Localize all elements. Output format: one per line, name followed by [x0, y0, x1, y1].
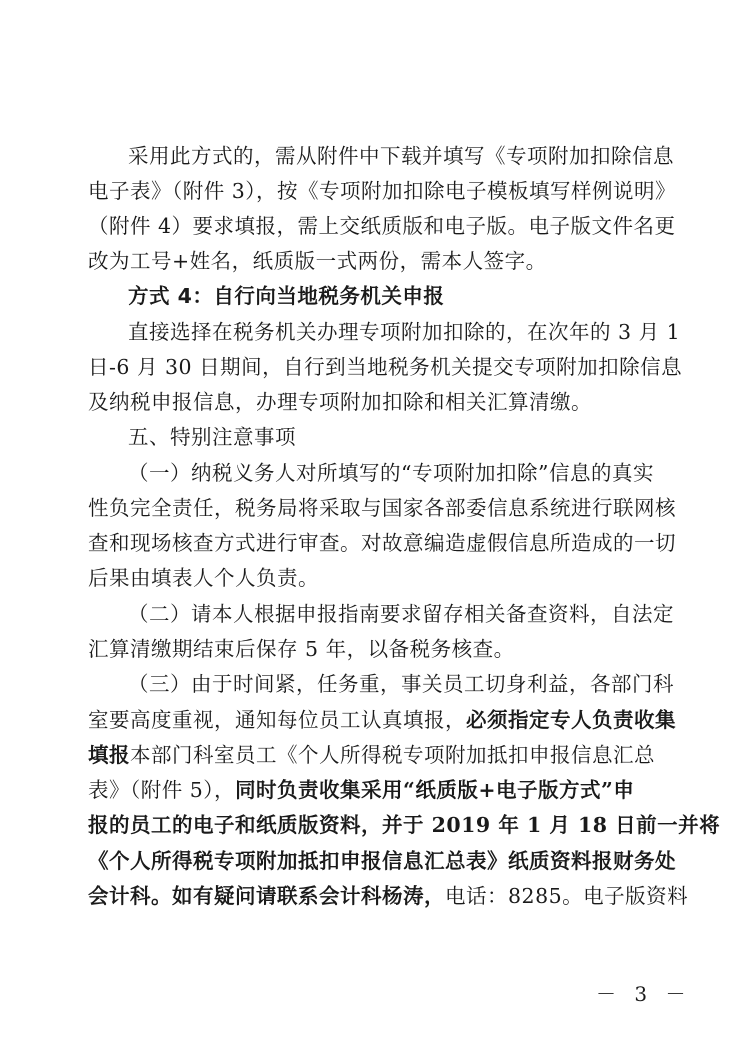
paragraph-line	[88, 706, 676, 734]
paragraph-line: 直接选择在税务机关办理专项附加扣除的，在次年的 3 月 1	[128, 320, 681, 344]
section-title: 五、特别注意事项	[128, 425, 296, 449]
paragraph-line: 改为工号+姓名，纸质版一式两份，需本人签字。	[88, 249, 547, 273]
paragraph-line	[88, 776, 664, 804]
paragraph-line: 性负完全责任，税务局将采取与国家各部委信息系统进行联网核	[88, 496, 676, 520]
text-run: 表》（附件 5），	[88, 778, 236, 802]
paragraph-line: 日-6 月 30 日期间，自行到当地税务机关提交专项附加扣除信息	[88, 355, 683, 379]
paragraph-line: 报的员工的电子和纸质版资料，并于 2019 年 1 月 18 日前一并将	[88, 813, 721, 837]
emphasis-text: 会计科。如有疑问请联系会计科杨涛，	[88, 884, 445, 908]
paragraph-line: 查和现场核查方式进行审查。对故意编造虚假信息所造成的一切	[88, 531, 676, 555]
paragraph-line: （三）由于时间紧，任务重，事关员工切身利益，各部门科	[128, 672, 674, 696]
paragraph-line	[88, 741, 664, 769]
paragraph-line: 《个人所得税专项附加抵扣申报信息汇总表》纸质资料报财务处	[88, 849, 676, 873]
paragraph-line: （一）纳税义务人对所填写的“专项附加扣除”信息的真实	[128, 461, 654, 485]
section-heading: 方式 4：自行向当地税务机关申报	[128, 284, 445, 308]
text-run: 电话：8285。电子版资料	[445, 884, 689, 908]
paragraph-line: （附件 4）要求填报，需上交纸质版和电子版。电子版文件名更	[88, 214, 676, 238]
paragraph-line: 汇算清缴期结束后保存 5 年，以备税务核查。	[88, 637, 515, 661]
paragraph-line: 后果由填表人个人负责。	[88, 566, 319, 590]
paragraph-line: 及纳税申报信息，办理专项附加扣除和相关汇算清缴。	[88, 390, 592, 414]
emphasis-text: 填报	[88, 743, 130, 767]
paragraph-line: 电子表》（附件 3），按《专项附加扣除电子模板填写样例说明》	[88, 179, 677, 203]
paragraph-line: 采用此方式的，需从附件中下载并填写《专项附加扣除信息	[128, 144, 674, 168]
emphasis-text: 必须指定专人负责收集	[466, 708, 676, 732]
text-run: 室要高度重视，通知每位员工认真填报，	[88, 708, 466, 732]
paragraph-line: （二）请本人根据申报指南要求留存相关备查资料，自法定	[128, 602, 674, 626]
paragraph-line	[88, 882, 689, 910]
emphasis-text: 同时负责收集采用“纸质版+电子版方式”申	[235, 778, 635, 802]
text-run: 本部门科室员工《个人所得税专项附加抵扣申报信息汇总	[130, 743, 655, 767]
page-number: － 3 －	[596, 982, 692, 1006]
